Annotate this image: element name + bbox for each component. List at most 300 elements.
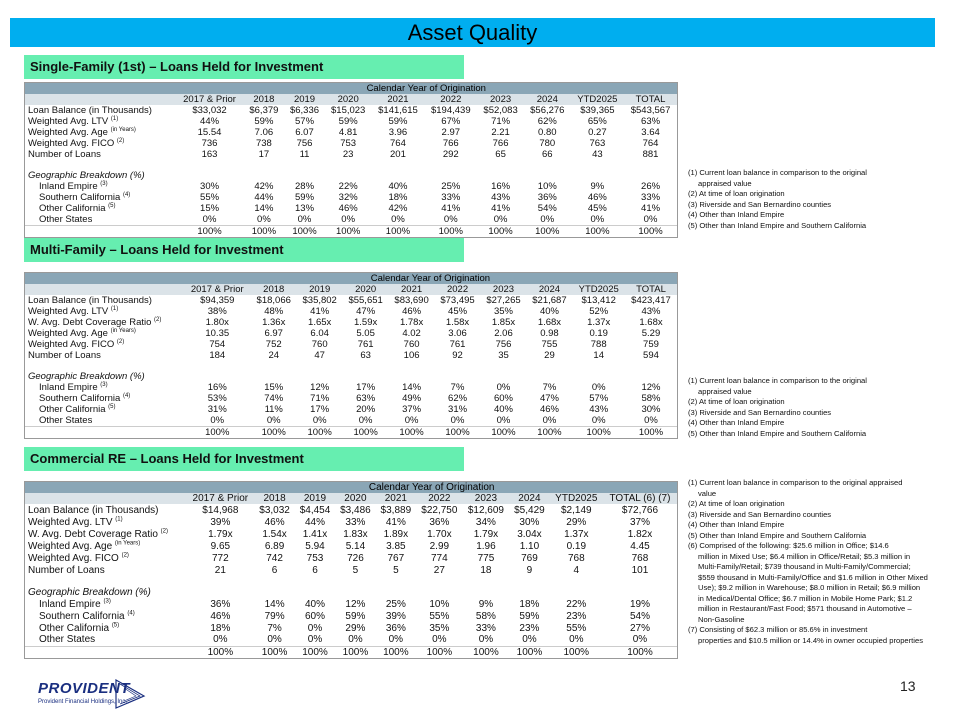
footnote-continuation: appraised value [698,178,752,188]
footnote-marker: (5) [111,622,120,629]
table-cell: 40% [305,598,326,610]
table-cell: 1.85x [491,317,516,328]
table-cell: 5.14 [345,540,366,552]
table-cell: 753 [306,552,324,564]
column-header: 2019 [284,94,325,105]
table-cell: 100% [524,226,571,238]
total-row [25,646,677,658]
table-cell: 760 [311,339,328,350]
sf-section-heading: Single-Family (1st) – Loans Held for Investment [24,55,464,79]
footnote-marker: (4) [127,610,135,617]
table-cell: 6 [271,564,278,576]
table-cell: 1.10 [519,540,540,552]
table-cell: 0% [540,214,555,225]
table-cell: 752 [265,339,282,350]
table-cell: 17% [356,382,376,393]
row-label [25,427,184,439]
table-cell: 59% [254,116,274,127]
table-cell: 1.78x [399,317,424,328]
column-header: 2022 [424,94,477,105]
table-cell: 19% [629,598,650,610]
table-cell: 100% [284,226,325,238]
table-cell: 774 [431,552,448,564]
empty-cell [295,586,335,598]
table-cell: 100% [416,646,463,658]
table-cell: 41% [641,203,661,214]
blank-header-cell [25,83,175,94]
table-cell: 59% [345,610,366,622]
table-row [25,192,677,203]
table-cell: $3,889 [380,504,412,516]
row-label [25,226,175,238]
table-cell: 100% [572,427,625,439]
row-label: Inland Empire $^{(3)}$ [39,598,111,610]
empty-cell [284,170,325,181]
column-header: 2019 [295,493,335,504]
table-cell: 23% [519,622,540,634]
table-cell: $543,567 [630,105,671,116]
table-cell: 23 [342,149,354,160]
table-cell: 0% [522,634,537,646]
table-cell: 0% [213,634,228,646]
empty-cell [463,586,510,598]
table-cell: 24 [268,350,280,361]
column-header: 2017 & Prior [186,493,254,504]
table-cell: 59% [295,192,315,203]
table-cell: 43% [491,192,511,203]
table-cell: 14 [593,350,604,361]
footnote-marker: (4) [122,392,131,399]
table-cell: 18% [210,622,231,634]
table-cell: $14,968 [202,504,239,516]
table-cell: 7% [267,622,282,634]
table-cell: 33% [475,622,496,634]
footnote: (4) Other than Inland Empire [688,520,785,529]
spacer-cell [25,361,677,371]
column-header: 2017 & Prior [175,94,243,105]
footnote-marker: (2) [160,528,169,535]
table-cell: 100% [624,226,677,238]
table-cell: 22% [338,181,358,192]
spacer-row [25,361,677,371]
table-cell: 33% [441,192,461,203]
table-cell: $18,066 [256,295,291,306]
empty-cell [509,586,549,598]
page-number: 13 [900,678,916,694]
empty-cell [550,586,603,598]
table-cell: $423,417 [631,295,671,306]
table-cell: 21 [214,564,226,576]
table-cell: $21,687 [532,295,567,306]
table-row [25,328,677,339]
table-cell: 44% [254,192,274,203]
column-header: YTD2025 [571,94,624,105]
table-cell: $55,651 [348,295,383,306]
blank-header-cell [25,273,184,284]
table-cell: 756 [296,138,313,149]
row-label: Loan Balance (in Thousands) [28,295,152,306]
table-cell: 101 [631,564,649,576]
table-cell: 46% [539,404,559,415]
table-row [25,504,677,516]
table-cell: 28% [295,181,315,192]
spacer-row [25,576,677,586]
footnote-marker: (3) [103,598,111,605]
table-row [25,634,677,646]
table-cell: 37% [629,516,650,528]
footnote: (6) Comprised of the following: $25.6 million in Office; $14.6 [688,541,889,550]
row-label: Inland Empire $^{(3)}$ [39,381,108,393]
column-header-row [25,493,677,504]
table-row [25,622,677,634]
empty-cell [325,170,372,181]
blank-header-cell [25,94,175,105]
table-cell: 60% [493,393,513,404]
row-label: Weighted Avg. Age $^{(in Years)}$ [28,126,136,138]
table-cell: $12,609 [467,504,504,516]
table-row [25,105,677,116]
column-header: 2022 [435,284,481,295]
table-row [25,138,677,149]
table-cell: 0% [391,214,405,225]
table-row [25,393,677,404]
calendar-year-header: Calendar Year of Origination [184,273,677,284]
table-cell: 44% [305,516,326,528]
table-cell: 47% [356,306,376,317]
table-cell: 0% [632,634,648,646]
sf-table-wrapper [24,82,678,238]
cre-table [25,482,677,658]
mf-table-wrapper [24,272,678,439]
table-cell: 13% [295,203,315,214]
group-header-row [25,83,677,94]
table-cell: 2.06 [494,328,513,339]
empty-cell [244,170,285,181]
table-cell: 3.04x [517,528,542,540]
table-cell: 55% [200,192,220,203]
table-cell: 1.68x [639,317,663,328]
column-header: 2021 [372,94,425,105]
cre-table-wrapper [24,481,678,659]
table-cell: 15.54 [197,127,222,138]
column-header: 2023 [481,284,527,295]
column-header-row [25,94,677,105]
table-cell: $194,439 [430,105,471,116]
table-cell: $15,023 [331,105,366,116]
table-row [25,528,677,540]
table-cell: 18% [388,192,408,203]
table-cell: 100% [372,226,425,238]
column-header: 2022 [416,493,463,504]
table-cell: 59% [338,116,358,127]
table-cell: 32% [338,192,358,203]
row-label: Loan Balance (in Thousands) [28,504,159,516]
table-cell: 74% [264,393,284,404]
table-cell: 15% [264,382,284,393]
sf-table [25,83,677,237]
table-cell: 25% [441,181,461,192]
table-cell: $13,412 [581,295,616,306]
table-cell: 0% [643,214,658,225]
footnote-marker: (3) [100,180,108,187]
table-cell: 12% [310,382,330,393]
table-cell: 33% [345,516,366,528]
table-cell: 46% [587,192,607,203]
footnote-continuation: million in Mixed Use; $6.4 million in Office/Retail; $5.3 million in Multi-Family/Retail; $739 thousand in Multi-Family/Commercial; $559 thousand in Multi-Family/Office and $1.6 million in Other Mixed Use); $9.2 million in Warehouse; $8.0 million in Retail; $6.9 million in Medical/Dental Office; $6.7 million in Mobile Home Park; $1.2 million in Restaurant/Fast Food; $571 thousand in Automotive – Non-Gasoline [698,551,928,624]
table-cell: 763 [589,138,606,149]
table-cell: 881 [642,149,659,160]
table-cell: 0% [432,634,447,646]
column-header: 2017 & Prior [184,284,251,295]
table-cell: 47% [539,393,559,404]
column-header: 2021 [376,493,416,504]
table-cell: 0% [312,415,327,426]
footnote-marker: (in Years) [110,126,136,133]
empty-cell [424,170,477,181]
table-cell: 1.37x [564,528,589,540]
empty-cell [343,371,389,382]
column-header: YTD2025 [550,493,603,504]
table-cell: 17% [310,404,330,415]
column-header-row [25,284,677,295]
footnote-marker: (2) [154,316,162,323]
empty-cell [571,170,624,181]
row-label: Weighted Avg. FICO $^{(2)}$ [28,338,125,350]
table-cell: 62% [448,393,468,404]
row-label: Number of Loans [28,564,105,576]
table-cell: 764 [642,138,659,149]
table-row [25,564,677,576]
table-cell: 63% [641,116,661,127]
footnote: (2) At time of loan origination [688,397,785,406]
table-cell: 0% [493,214,508,225]
column-header: 2020 [343,284,389,295]
table-cell: 1.89x [383,528,409,540]
row-label: Weighted Avg. LTV $^{(1)}$ [28,516,123,528]
table-cell: 0% [404,415,419,426]
empty-cell [526,371,572,382]
table-cell: 772 [212,552,229,564]
table-cell: 0.80 [538,127,557,138]
table-row [25,149,677,160]
mf-section-heading: Multi-Family – Loans Held for Investment [24,238,464,262]
row-label: Weighted Avg. Age $^{(in Years)}$ [28,327,136,339]
table-cell: 0% [644,415,658,426]
table-cell: 100% [481,427,527,439]
table-cell: 100% [186,646,254,658]
footnote-marker: (2) [121,552,129,559]
empty-cell [477,170,524,181]
footnote: (2) At time of loan origination [688,499,785,508]
column-header: 2024 [509,493,549,504]
table-cell: 6.89 [264,540,285,552]
row-label: Southern California $^{(4)}$ [39,191,131,203]
table-cell: 5 [393,564,399,576]
blank-header-cell [25,493,186,504]
table-cell: 759 [643,339,659,350]
column-header: 2024 [524,94,571,105]
row-label: Other States [39,214,93,225]
cre-section-heading: Commercial RE – Loans Held for Investment [24,447,464,471]
table-row [25,181,677,192]
table-cell: 45% [448,306,468,317]
table-cell: 43 [592,149,603,160]
table-cell: 55% [566,622,587,634]
table-cell: 25% [385,598,406,610]
table-cell: 29 [544,350,555,361]
row-label: Number of Loans [28,149,101,160]
table-cell: 7% [542,382,557,393]
column-header: 2018 [251,284,297,295]
row-label: Number of Loans [28,350,101,361]
table-cell: 100% [251,427,297,439]
column-header: YTD2025 [572,284,625,295]
logo-wordmark: PROVIDENT [38,680,131,697]
table-cell: 0% [341,214,356,225]
table-cell: 0.98 [540,328,559,339]
empty-cell [603,586,677,598]
table-cell: 65% [587,116,607,127]
table-cell: 71% [491,116,511,127]
table-row [25,295,677,306]
table-cell: 66 [542,149,553,160]
table-cell: 5.05 [356,328,375,339]
table-cell: 0% [297,214,312,225]
table-cell: 31% [448,404,468,415]
column-header: 2019 [297,284,343,295]
table-cell: 52% [589,306,609,317]
table-cell: 1.70x [427,528,452,540]
footnote-marker: (3) [100,381,108,388]
table-cell: 36% [537,192,557,203]
table-cell: 30% [200,181,220,192]
table-cell: 100% [571,226,624,238]
table-cell: $72,766 [621,504,659,516]
table-cell: $6,379 [249,105,279,116]
empty-cell [335,586,375,598]
table-cell: $56,276 [530,105,565,116]
cre-notes [688,478,928,646]
table-cell: 0% [450,415,465,426]
table-cell: 11% [264,404,283,415]
table-cell: 35 [498,350,509,361]
table-cell: 100% [389,427,435,439]
row-label: Other States [39,415,93,426]
table-cell: 16% [207,382,227,393]
table-cell: 756 [495,339,512,350]
table-cell: 2.97 [441,127,461,138]
row-label: Inland Empire $^{(3)}$ [39,180,108,192]
row-label: Weighted Avg. Age $^{(in Years)}$ [28,540,141,552]
table-cell: 29% [566,516,587,528]
table-cell: 1.58x [445,317,470,328]
table-cell: 44% [200,116,220,127]
table-cell: 292 [442,149,459,160]
table-cell: 30% [641,404,661,415]
table-cell: 753 [340,138,357,149]
footnote-marker: (5) [108,202,116,209]
table-cell: 71% [310,393,330,404]
footnote: (3) Riverside and San Bernardino counties [688,199,832,209]
column-header: TOTAL (6) (7) [603,493,677,504]
table-cell: 100% [343,427,389,439]
table-cell: 1.37x [587,317,611,328]
table-cell: 100% [297,427,343,439]
table-cell: 0% [569,634,584,646]
table-cell: 40% [493,404,513,415]
table-cell: 18 [480,564,492,576]
column-header: 2020 [325,94,372,105]
geo-label-row [25,371,677,382]
provident-logo [34,674,154,712]
table-cell: 736 [201,138,218,149]
table-cell: 163 [201,149,218,160]
sf-notes [688,168,928,231]
table-cell: 35% [493,306,513,317]
empty-cell [186,586,254,598]
table-cell: 4.02 [402,328,421,339]
table-cell: 55% [429,610,450,622]
table-cell: 1.36x [262,317,286,328]
table-cell: $141,615 [378,105,418,116]
row-label: Other States [39,634,96,646]
table-cell: 58% [475,610,496,622]
table-cell: 775 [477,552,495,564]
footnote: (4) Other than Inland Empire [688,210,785,219]
table-cell: 9 [526,564,533,576]
table-cell: 742 [266,552,283,564]
footnote: (5) Other than Inland Empire and Southern California [688,220,867,230]
blank-header-cell [25,482,186,493]
table-cell: $83,690 [394,295,429,306]
table-cell: 39% [385,610,406,622]
table-row [25,127,677,138]
row-label: Other California $^{(5)}$ [39,403,116,415]
table-cell: 0% [257,214,271,225]
table-cell: 0.19 [566,540,587,552]
table-cell: 5.94 [305,540,325,552]
table-cell: 4.81 [338,127,358,138]
table-row [25,610,677,622]
empty-cell [254,586,294,598]
table-cell: 35% [429,622,450,634]
calendar-year-header: Calendar Year of Origination [175,83,677,94]
empty-cell [372,170,425,181]
empty-cell [376,586,416,598]
table-cell: 10% [429,598,450,610]
table-cell: 0% [496,415,511,426]
table-cell: 3.85 [386,540,406,552]
column-header: 2023 [477,94,524,105]
footnote: (1) Current loan balance in comparison to the original appraised [688,478,903,487]
table-cell: 0% [443,214,458,225]
table-cell: 36% [385,622,406,634]
footnote-marker: (1) [115,516,123,523]
table-cell: 39% [210,516,231,528]
table-cell: 0% [591,382,606,393]
row-label: Southern California $^{(4)}$ [39,610,135,622]
table-cell: 6 [312,564,318,576]
table-cell: 754 [209,339,226,350]
table-cell: 0% [478,634,494,646]
table-cell: $3,486 [340,504,371,516]
table-cell: 0% [590,214,605,225]
table-cell: 46% [338,203,358,214]
row-label: Weighted Avg. FICO $^{(2)}$ [28,552,129,564]
table-cell: 3.64 [641,127,660,138]
table-cell: 53% [207,393,227,404]
table-cell: 29% [345,622,366,634]
